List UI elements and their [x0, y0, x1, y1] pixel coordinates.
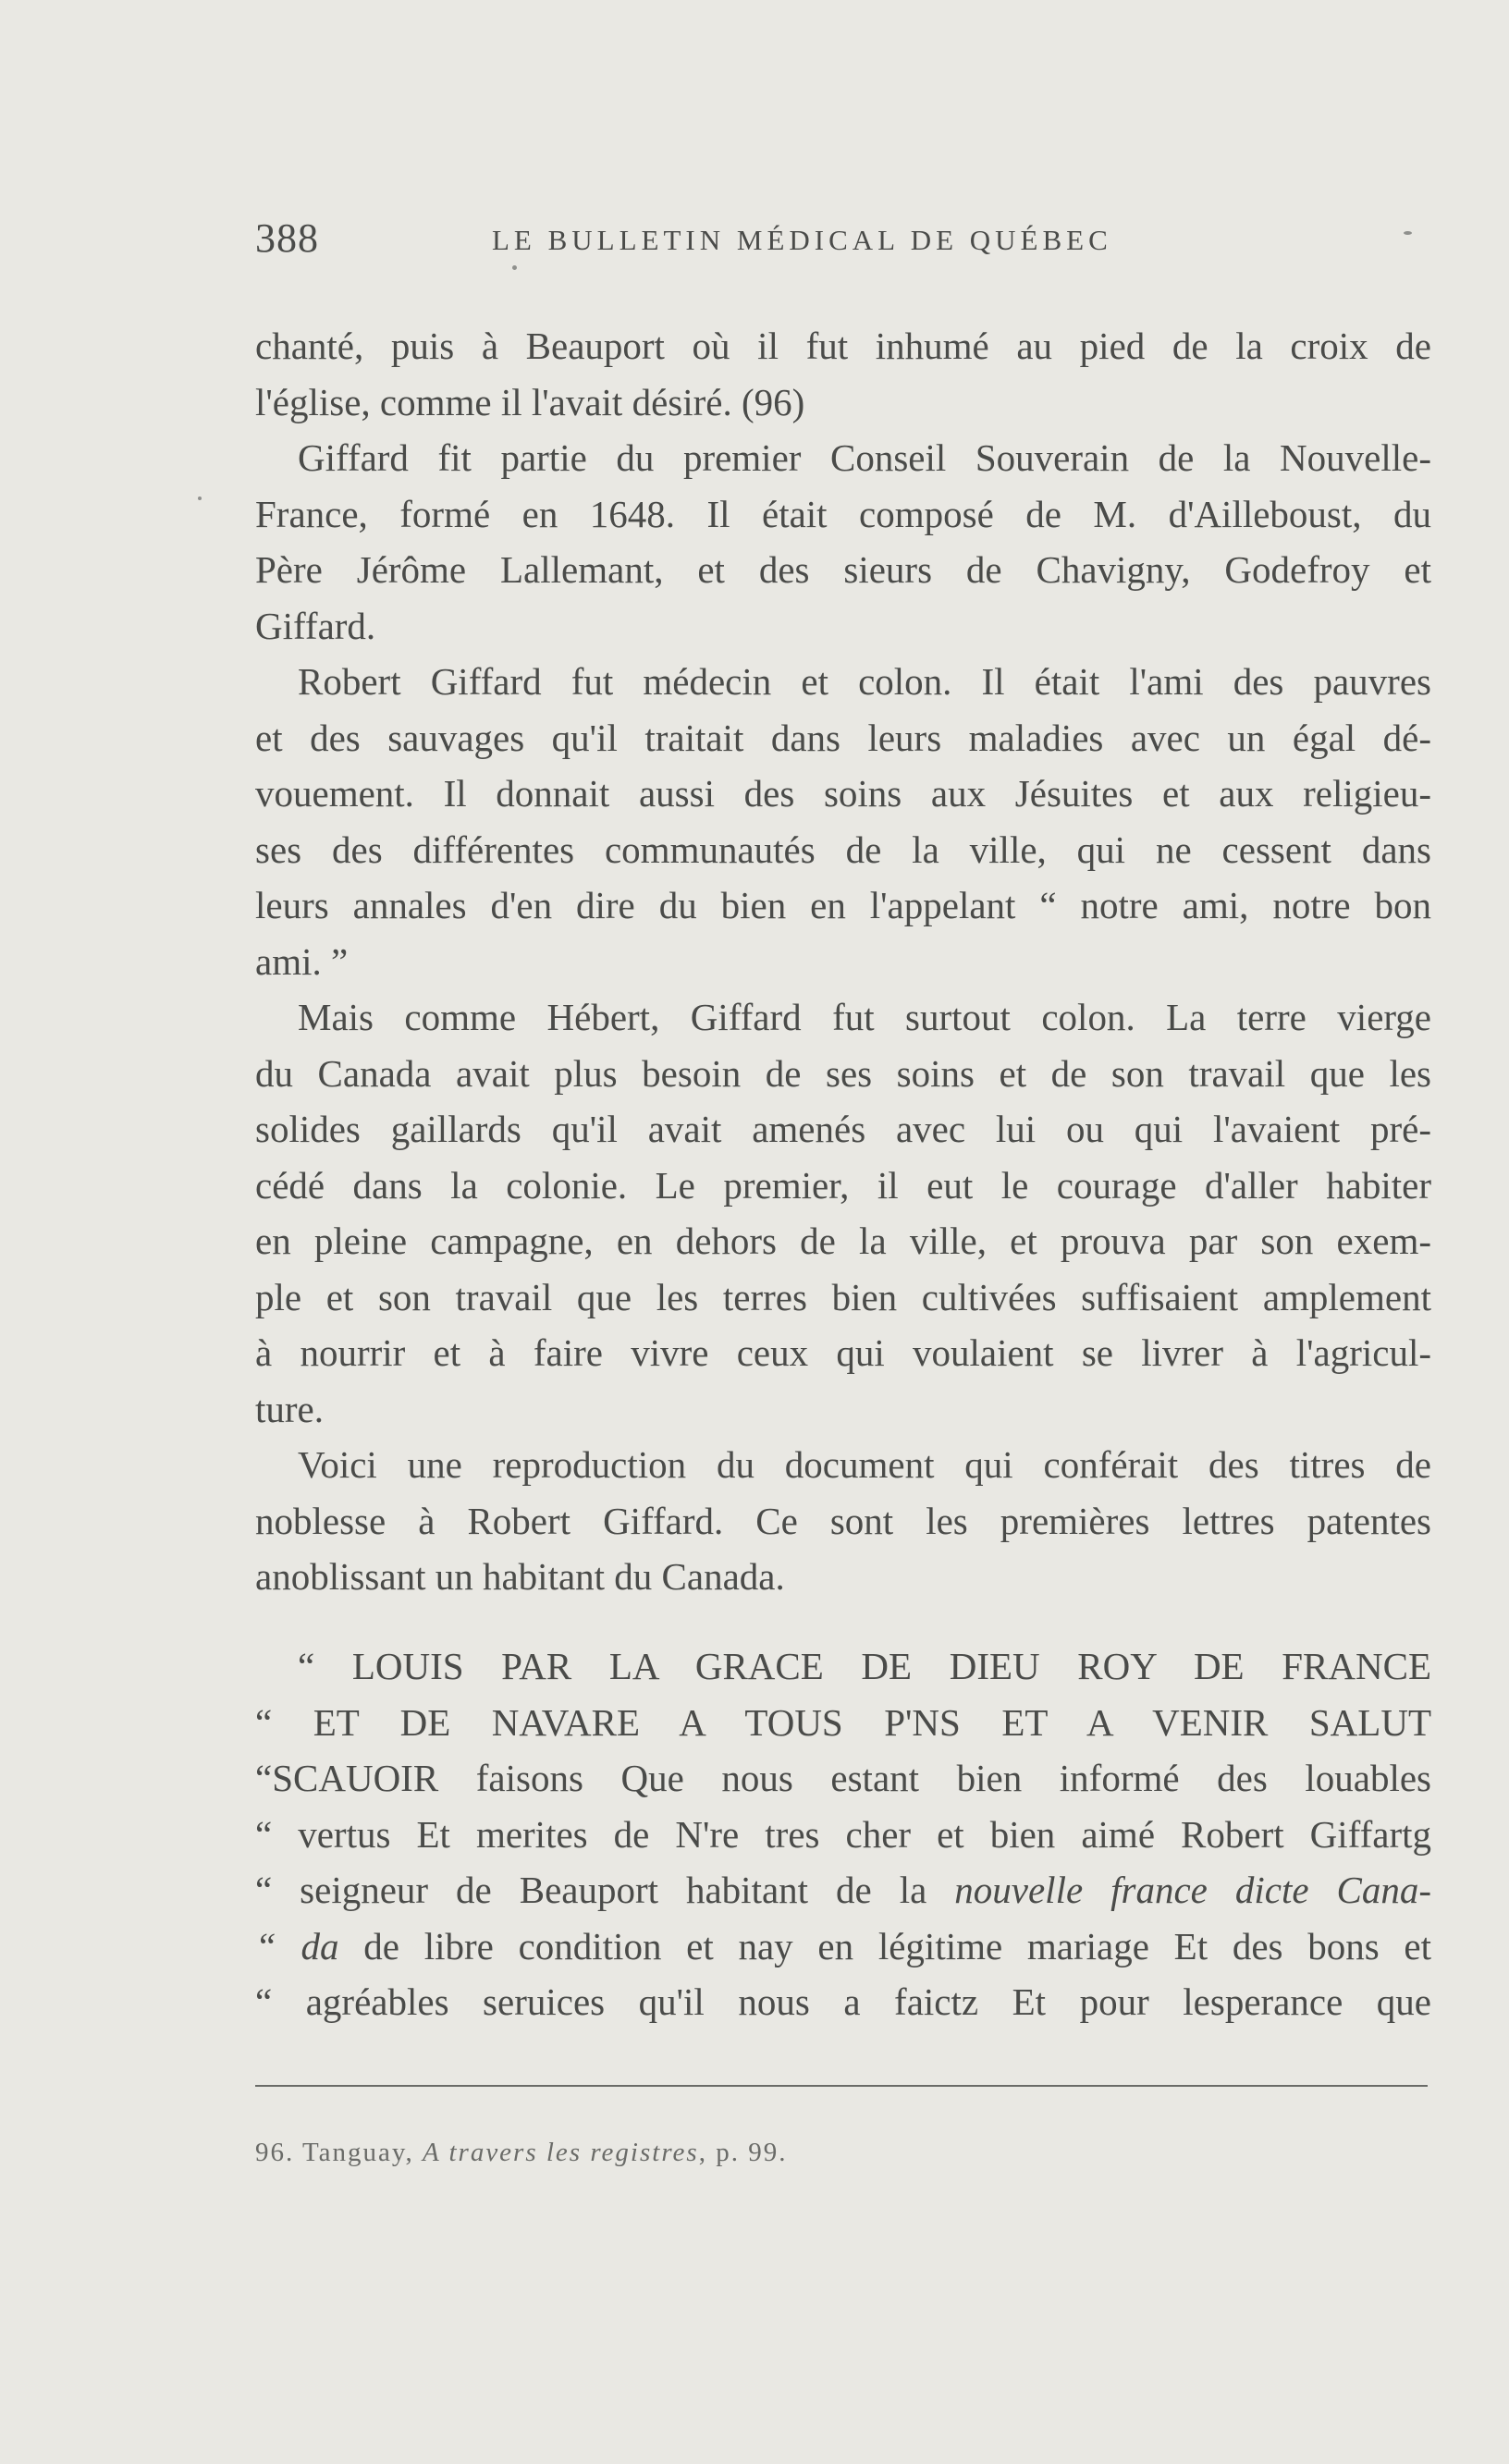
quote-line	[255, 1862, 1431, 1918]
page-header	[255, 215, 1435, 261]
body-line: à nourrir et à faire vivre ceux qui voulaient se livrer à l'agricul-	[255, 1331, 1431, 1374]
body-line: vouement. Il donnait aussi des soins aux Jésuites et aux religieu-	[255, 772, 1431, 815]
quote-line: “ LOUIS PAR LA GRACE DE DIEU ROY DE FRANCE	[298, 1645, 1431, 1687]
body-line: noblesse à Robert Giffard. Ce sont les premières lettres patentes	[255, 1499, 1431, 1542]
quote-line	[255, 1918, 1431, 1975]
paper-speck	[1404, 231, 1412, 235]
body-line: ture.	[255, 1387, 324, 1430]
body-line: et des sauvages qu'il traitait dans leurs maladies avec un égal dé-	[255, 716, 1431, 759]
quote-line-italic: nouvelle france dicte Cana-	[954, 1869, 1432, 1911]
body-line: Mais comme Hébert, Giffard fut surtout colon. La terre vierge	[298, 996, 1431, 1038]
body-line: Giffard fit partie du premier Conseil Souverain de la Nouvelle-	[298, 436, 1431, 479]
body-line: France, formé en 1648. Il était composé de M. d'Ailleboust, du	[255, 492, 1431, 535]
body-line: ami. ”	[255, 939, 349, 983]
footnote-page: , p. 99.	[698, 2138, 788, 2167]
body-line: Giffard.	[255, 604, 376, 647]
body-line: ses des différentes communautés de la ville, qui ne cessent dans	[255, 827, 1431, 871]
quote-line-part: de libre condition et nay en légitime mariage Et des bons et	[338, 1924, 1432, 1968]
paper-speck	[198, 496, 202, 500]
running-title: LE BULLETIN MÉDICAL DE QUÉBEC	[492, 224, 1112, 256]
body-line: du Canada avait plus besoin de ses soins et de son travail que les	[255, 1051, 1431, 1095]
quote-line: “ vertus Et merites de N're tres cher et bien aimé Robert Giffartg	[255, 1812, 1431, 1856]
quote-line: “SCAUOIR faisons Que nous estant bien informé des louables	[255, 1757, 1431, 1799]
paper-speck	[512, 265, 517, 270]
body-line: en pleine campagne, en dehors de la ville, et prouva par son exem-	[255, 1220, 1431, 1262]
body-line: Robert Giffard fut médecin et colon. Il était l'ami des pauvres	[298, 660, 1431, 703]
footnote-title: A travers les registres	[423, 2138, 699, 2167]
body-line: chanté, puis à Beauport où il fut inhumé au pied de la croix de	[255, 325, 1431, 367]
body-line: cédé dans la colonie. Le premier, il eut le courage d'aller habiter	[255, 1163, 1431, 1207]
body-line: ple et son travail que les terres bien cultivées suffisaient amplement	[255, 1275, 1431, 1318]
body-line: anoblissant un habitant du Canada.	[255, 1555, 785, 1598]
quote-line-italic: “ da	[255, 1924, 339, 1968]
footnote-number: 96. Tanguay,	[255, 2138, 423, 2167]
body-line: l'église, comme il l'avait désiré. (96)	[255, 380, 805, 423]
quote-line: “ ET DE NAVARE A TOUS P'NS ET A VENIR SALUT	[255, 1700, 1431, 1744]
footnote	[255, 2138, 787, 2168]
page-number: 388	[255, 215, 319, 261]
body-line: Voici une reproduction du document qui conférait des titres de	[298, 1443, 1431, 1486]
quoted-document	[255, 1638, 1431, 2030]
body-text	[255, 318, 1431, 1605]
body-line: leurs annales d'en dire du bien en l'appelant “ notre ami, notre bon	[255, 884, 1431, 926]
body-line: solides gaillards qu'il avait amenés avec lui ou qui l'avaient pré-	[255, 1108, 1431, 1150]
body-line: Père Jérôme Lallemant, et des sieurs de Chavigny, Godefroy et	[255, 548, 1431, 591]
quote-line: “ agréables seruices qu'il nous a faictz Et pour lesperance que	[255, 1980, 1431, 2023]
quote-line-part: “ seigneur de Beauport habitant de la	[255, 1869, 955, 1911]
footnote-divider	[255, 2085, 1428, 2087]
